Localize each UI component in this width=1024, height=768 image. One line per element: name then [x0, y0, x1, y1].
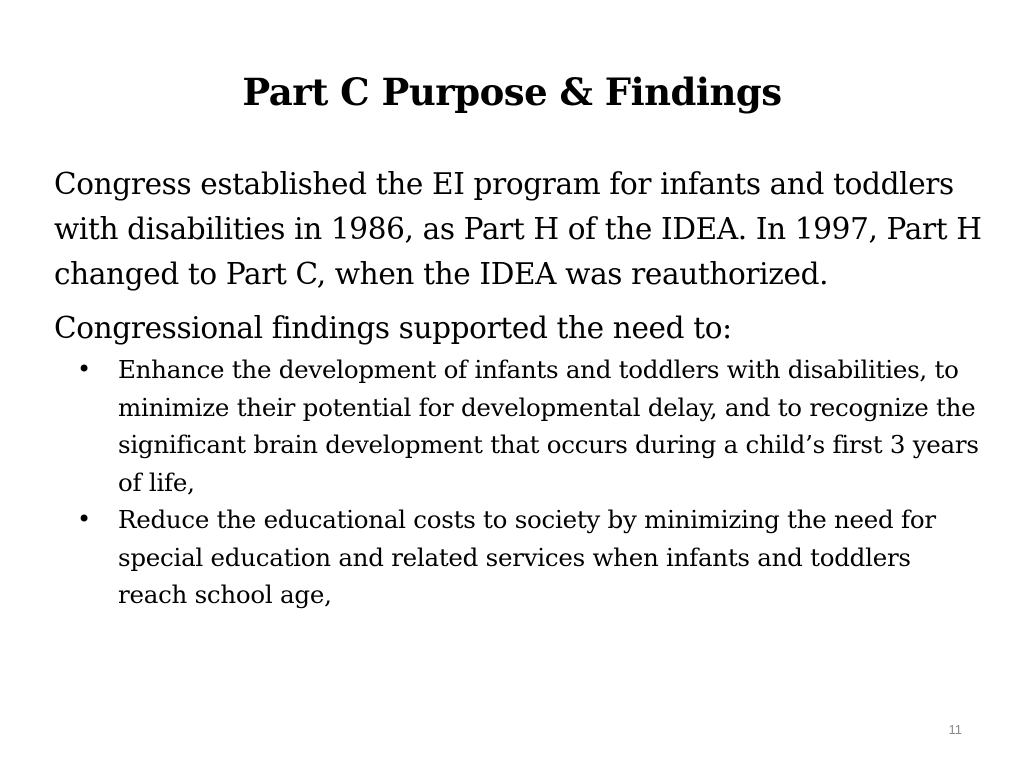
- findings-lead-paragraph: Congressional findings supported the need to:: [54, 311, 732, 345]
- bullet-text: Enhance the development of infants and toddlers with disabilities, to minimize their potential for developmental delay, and to recognize the significant brain development that occurs during a child’s first 3 years of life,: [118, 355, 979, 497]
- intro-paragraph: Congress established the EI program for infants and toddlers with disabilities in 1986, as Part H of the IDEA. In 1997, Part H changed to Part C, when the IDEA was reauthorized.: [54, 167, 982, 291]
- page-number: 11: [948, 722, 962, 737]
- bullet-item: [54, 351, 984, 501]
- slide-title: Part C Purpose & Findings: [242, 70, 782, 114]
- findings-bullet-list: [54, 351, 984, 614]
- slide-body: [54, 162, 984, 614]
- bullet-item: [54, 501, 984, 614]
- bullet-text: Reduce the educational costs to society by minimizing the need for special education and related services when infants and toddlers reach school age,: [118, 505, 936, 609]
- bullet-dot-icon: •: [77, 355, 91, 383]
- bullet-dot-icon: •: [77, 505, 91, 533]
